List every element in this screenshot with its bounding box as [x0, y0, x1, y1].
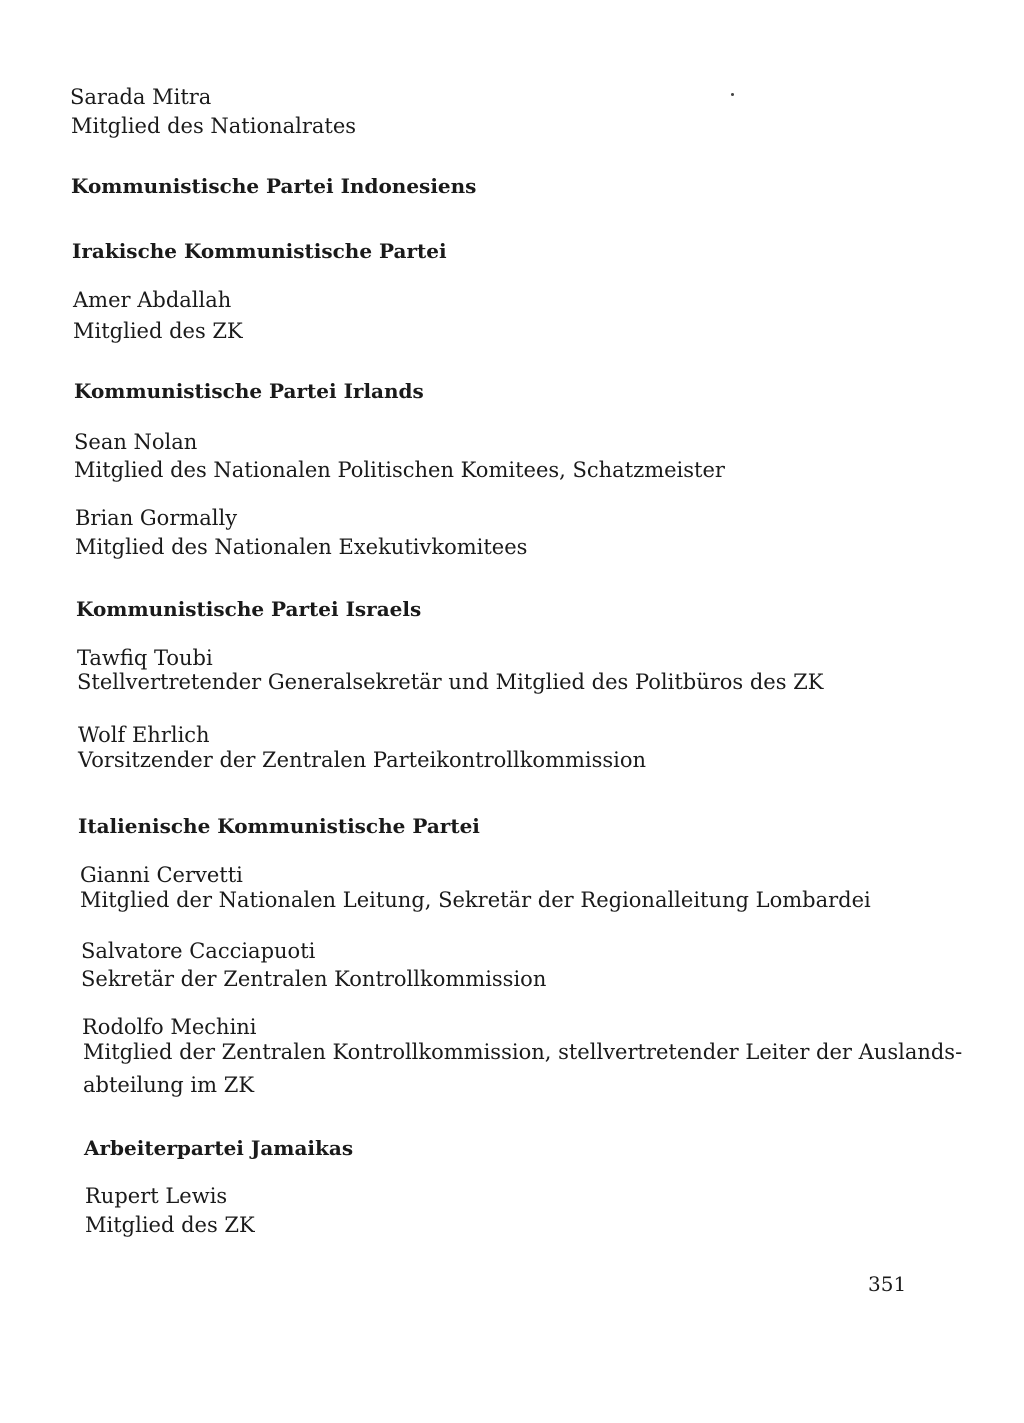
person-role-continuation: abteilung im ZK	[83, 1073, 255, 1097]
person-role: Mitglied der Zentralen Kontrollkommission, stellvertretender Leiter der Auslands-	[83, 1040, 963, 1064]
party-heading: Kommunistische Partei Indonesiens	[71, 174, 477, 198]
person-role: Mitglied des Nationalen Exekutivkomitees	[75, 535, 528, 559]
person-name: Rodolfo Mechini	[82, 1015, 257, 1039]
person-role: Stellvertretender Generalsekretär und Mitglied des Politbüros des ZK	[77, 670, 824, 694]
party-heading: Italienische Kommunistische Partei	[78, 814, 480, 838]
person-name: Sean Nolan	[74, 430, 198, 454]
person-name: Amer Abdallah	[73, 288, 232, 312]
party-heading: Irakische Kommunistische Partei	[72, 239, 447, 263]
person-name: Sarada Mitra	[70, 85, 212, 109]
party-heading: Arbeiterpartei Jamaikas	[84, 1136, 354, 1160]
person-name: Wolf Ehrlich	[78, 723, 210, 747]
person-role: Mitglied des Nationalen Politischen Komitees, Schatzmeister	[74, 458, 725, 482]
person-name: Brian Gormally	[75, 506, 238, 530]
person-role: Mitglied des ZK	[73, 319, 243, 343]
person-name: Rupert Lewis	[85, 1184, 228, 1208]
person-role: Mitglied des ZK	[85, 1213, 255, 1237]
party-heading: Kommunistische Partei Israels	[76, 597, 422, 621]
person-role: Sekretär der Zentralen Kontrollkommission	[81, 967, 547, 991]
person-name: Tawfiq Toubi	[77, 646, 213, 670]
person-name: Salvatore Cacciapuoti	[81, 939, 316, 963]
person-name: Gianni Cervetti	[80, 863, 243, 887]
person-role: Mitglied der Nationalen Leitung, Sekretär der Regionalleitung Lombardei	[80, 888, 871, 912]
person-role: Mitglied des Nationalrates	[71, 114, 357, 138]
party-heading: Kommunistische Partei Irlands	[74, 379, 424, 403]
scan-speck	[731, 93, 734, 96]
person-role: Vorsitzender der Zentralen Parteikontrollkommission	[78, 748, 647, 772]
page-number: 351	[868, 1272, 907, 1296]
